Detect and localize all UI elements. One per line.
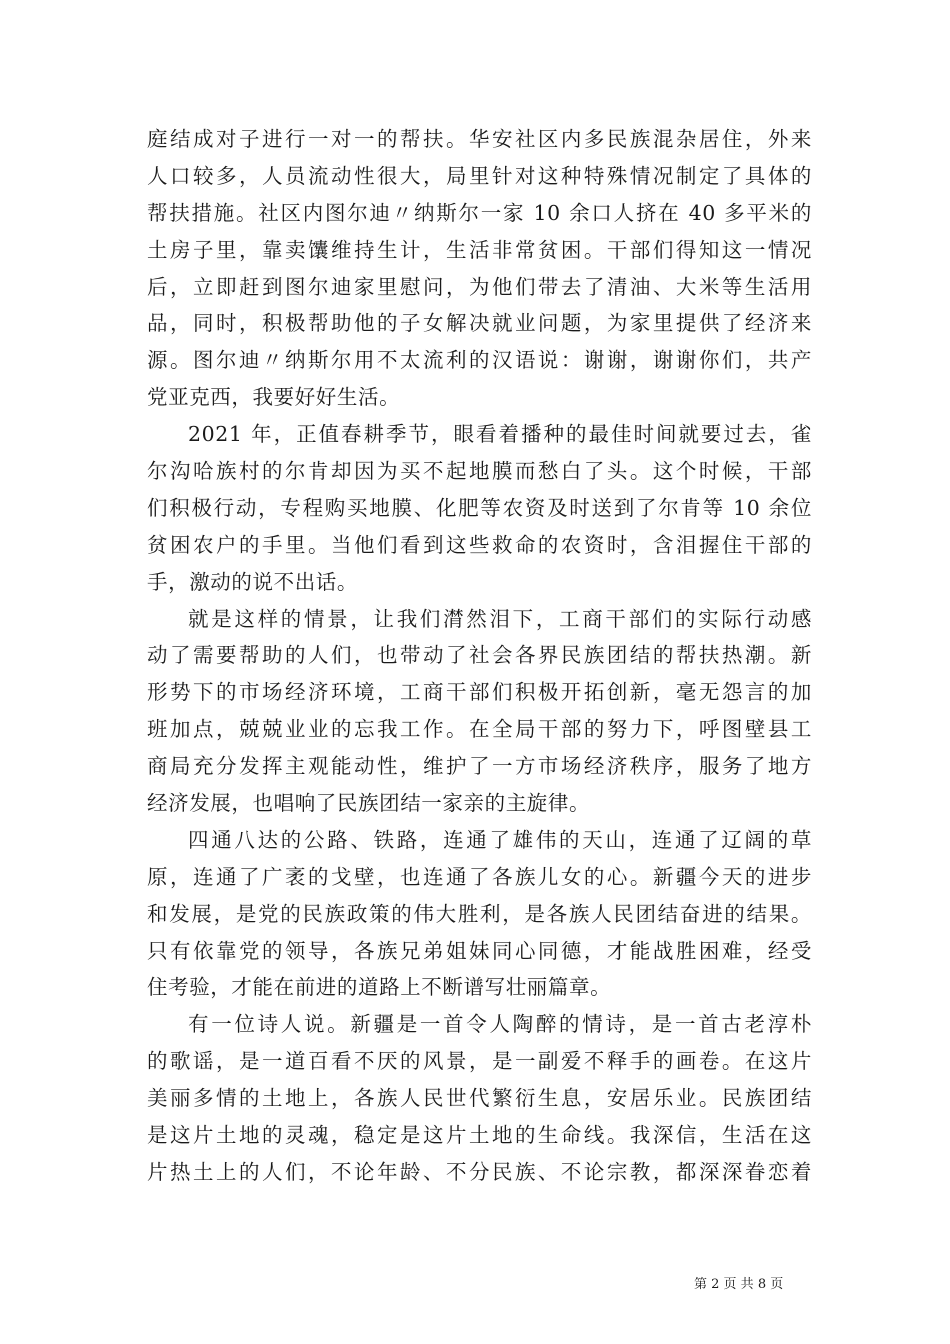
text-line: 的歌谣，是一道百看不厌的风景，是一副爱不释手的画卷。在这片 — [147, 1049, 812, 1074]
text-line: 班加点，兢兢业业的忘我工作。在全局干部的努力下，呼图壁县工 — [147, 717, 812, 742]
text-line: 源。图尔迪〃纳斯尔用不太流利的汉语说：谢谢，谢谢你们，共产 — [147, 348, 812, 373]
text-line: 品，同时，积极帮助他的子女解决就业问题，为家里提供了经济来 — [147, 311, 812, 336]
text-line: 和发展，是党的民族政策的伟大胜利，是各族人民团结奋进的结果。 — [147, 901, 812, 926]
text-line: 贫困农户的手里。当他们看到这些救命的农资时，含泪握住干部的 — [147, 532, 812, 557]
footer-total-pages: 8 — [757, 1277, 767, 1292]
text-line: 四通八达的公路、铁路，连通了雄伟的天山，连通了辽阔的草 — [188, 827, 812, 852]
text-line: 2021 年，正值春耕季节，眼看着播种的最佳时间就要过去，雀 — [188, 422, 812, 447]
text-line: 党亚克西，我要好好生活。 — [147, 385, 401, 410]
text-line: 帮扶措施。社区内图尔迪〃纳斯尔一家 10 余口人挤在 40 多平米的 — [147, 200, 812, 225]
text-line: 美丽多情的土地上，各族人民世代繁衍生息，安居乐业。民族团结 — [147, 1086, 812, 1111]
footer-middle: 页 共 — [719, 1277, 758, 1292]
footer-suffix: 页 — [766, 1277, 784, 1292]
footer-prefix: 第 — [694, 1277, 712, 1292]
text-line: 只有依靠党的领导，各族兄弟姐妹同心同德，才能战胜困难，经受 — [147, 938, 812, 963]
text-line: 原，连通了广袤的戈壁，也连通了各族儿女的心。新疆今天的进步 — [147, 864, 812, 889]
document-body — [147, 121, 812, 1191]
text-line: 片热土上的人们，不论年龄、不分民族、不论宗教，都深深眷恋着 — [147, 1159, 812, 1184]
text-line: 是这片土地的灵魂，稳定是这片土地的生命线。我深信，生活在这 — [147, 1123, 812, 1148]
text-line: 后，立即赶到图尔迪家里慰问，为他们带去了清油、大米等生活用 — [147, 274, 812, 299]
text-line: 形势下的市场经济环境，工商干部们积极开拓创新，毫无怨言的加 — [147, 680, 812, 705]
text-line: 经济发展，也唱响了民族团结一家亲的主旋律。 — [147, 791, 591, 816]
text-line: 商局充分发挥主观能动性，维护了一方市场经济秩序，服务了地方 — [147, 754, 812, 779]
text-line: 手，激动的说不出话。 — [147, 569, 358, 594]
text-line: 就是这样的情景，让我们潸然泪下，工商干部们的实际行动感 — [188, 606, 812, 631]
text-line: 庭结成对子进行一对一的帮扶。华安社区内多民族混杂居住，外来 — [147, 127, 812, 151]
text-line: 住考验，才能在前进的道路上不断谱写壮丽篇章。 — [147, 975, 612, 1000]
text-line: 尔沟哈族村的尔肯却因为买不起地膜而愁白了头。这个时候，干部 — [147, 459, 812, 484]
page-footer — [694, 1277, 783, 1293]
text-line: 们积极行动，专程购买地膜、化肥等农资及时送到了尔肯等 10 余位 — [147, 495, 812, 520]
footer-current-page: 2 — [711, 1277, 720, 1292]
text-line: 人口较多，人员流动性很大，局里针对这种特殊情况制定了具体的 — [147, 163, 812, 188]
text-line: 土房子里，靠卖馕维持生计，生活非常贫困。干部们得知这一情况 — [147, 237, 812, 262]
text-line: 有一位诗人说。新疆是一首令人陶醉的情诗，是一首古老淳朴 — [188, 1012, 812, 1037]
text-line: 动了需要帮助的人们，也带动了社会各界民族团结的帮扶热潮。新 — [147, 643, 812, 668]
